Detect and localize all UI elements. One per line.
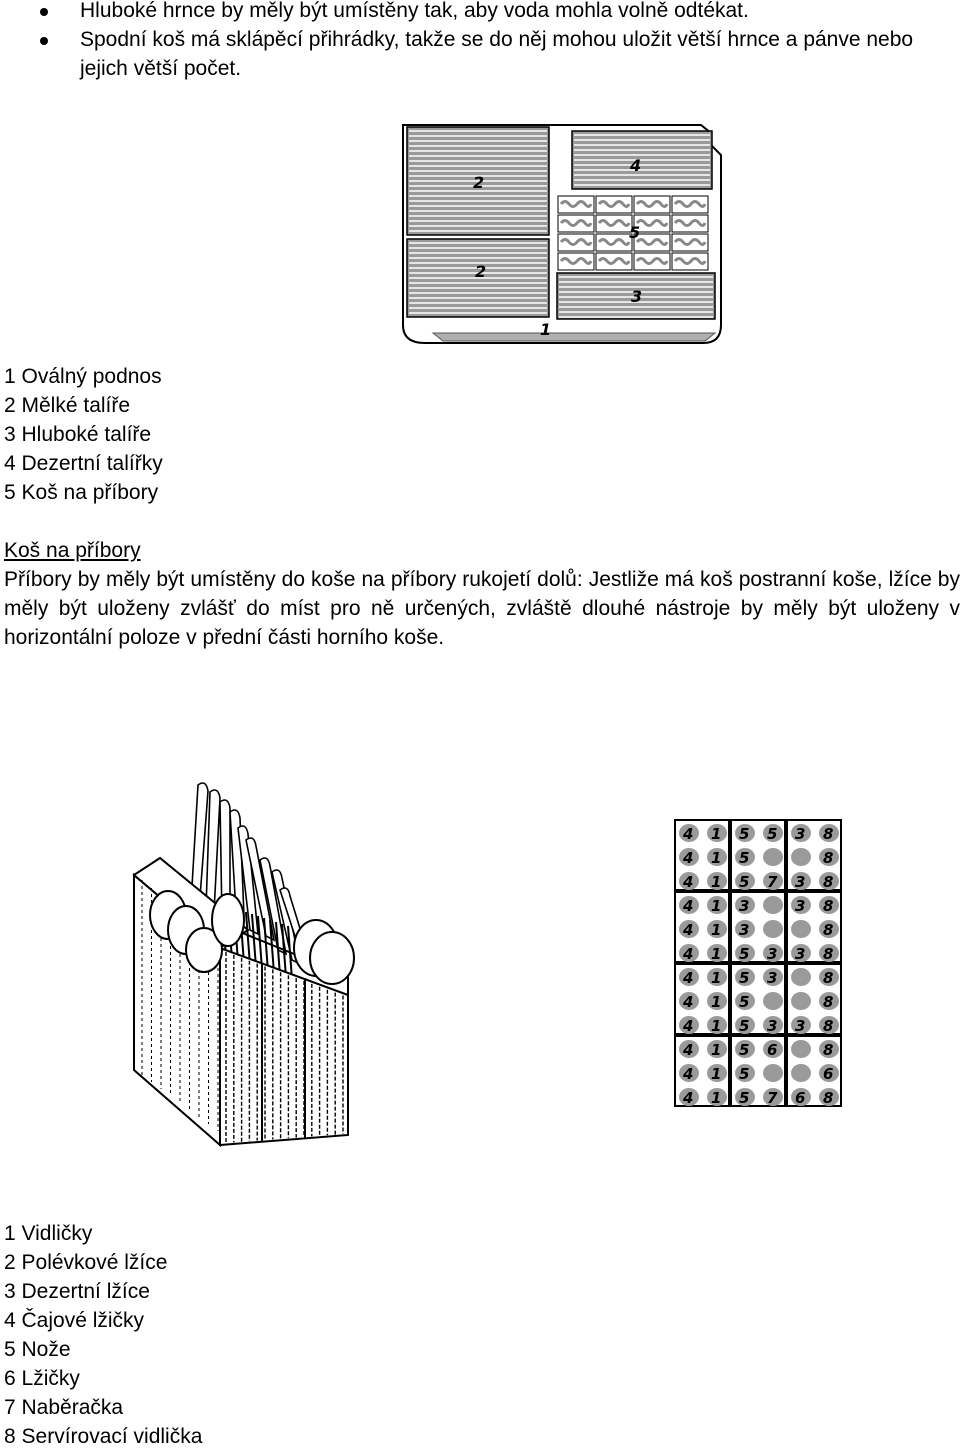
basket-label: 1 bbox=[540, 320, 552, 339]
slot-number: 8 bbox=[823, 1017, 834, 1035]
basket-label: 2 bbox=[473, 173, 485, 192]
cutlery-legend bbox=[4, 1219, 202, 1451]
slot-number: 1 bbox=[711, 945, 722, 963]
slot-number: 3 bbox=[795, 825, 806, 843]
slot-number: 1 bbox=[711, 873, 722, 891]
cutlery-slot bbox=[763, 896, 783, 914]
legend-item: 2 Polévkové lžíce bbox=[4, 1251, 168, 1274]
slot-number: 4 bbox=[683, 1017, 694, 1035]
slot-number: 1 bbox=[711, 825, 722, 843]
slot-number: 1 bbox=[711, 849, 722, 867]
slot-number: 4 bbox=[683, 825, 694, 843]
slot-number: 4 bbox=[683, 969, 694, 987]
cutlery-basket-illustration bbox=[120, 780, 365, 1150]
bullet-list bbox=[0, 0, 960, 83]
cutlery-slot bbox=[791, 992, 811, 1010]
legend-item: 2 Mělké talíře bbox=[4, 394, 131, 417]
basket-label: 2 bbox=[475, 262, 487, 281]
cutlery-slot bbox=[763, 1064, 783, 1082]
basket-label: 5 bbox=[629, 223, 641, 242]
spoon-bowl bbox=[310, 932, 354, 984]
slot-number: 8 bbox=[823, 993, 834, 1011]
slot-number: 8 bbox=[823, 1041, 834, 1059]
slot-number: 5 bbox=[767, 825, 778, 843]
cutlery-slot bbox=[791, 848, 811, 866]
bullet-item: Spodní koš má sklápěcí přihrádky, takže se do něj mohou uložit větší hrnce a pánve nebo jejich větší počet. bbox=[0, 25, 960, 83]
cutlery-slot bbox=[763, 992, 783, 1010]
legend-item: 8 Servírovací vidlička bbox=[4, 1425, 203, 1448]
slot-number: 3 bbox=[767, 969, 778, 987]
slot-number: 1 bbox=[711, 1089, 722, 1107]
basket-label: 3 bbox=[631, 287, 643, 306]
dish-legend bbox=[4, 362, 163, 507]
legend-item: 3 Hluboké talíře bbox=[4, 423, 152, 446]
cutlery-slot bbox=[763, 848, 783, 866]
slot-number: 1 bbox=[711, 921, 722, 939]
legend-item: 3 Dezertní lžíce bbox=[4, 1280, 150, 1303]
legend-item: 5 Koš na příbory bbox=[4, 481, 159, 504]
legend-item: 5 Nože bbox=[4, 1338, 71, 1361]
section-paragraph: Příbory by měly být umístěny do koše na příbory rukojetí dolů: Jestliže má koš postranní koše, lžíce by měly být uloženy zvlášť do míst pro ně určených, zvláště dlouhé nástroje by měly být uloženy v horizontální poloze v přední části horního koše. bbox=[4, 568, 960, 649]
bullet-item: Hluboké hrnce by měly být umístěny tak, aby voda mohla volně odtékat. bbox=[0, 0, 960, 25]
spoon-bowl bbox=[212, 894, 244, 946]
slot-number: 5 bbox=[739, 825, 750, 843]
slot-number: 4 bbox=[683, 1089, 694, 1107]
slot-number: 6 bbox=[767, 1041, 778, 1059]
slot-number: 8 bbox=[823, 969, 834, 987]
slot-number: 5 bbox=[739, 1065, 750, 1083]
legend-item: 7 Naběračka bbox=[4, 1396, 124, 1419]
slot-number: 6 bbox=[795, 1089, 806, 1107]
slot-number: 8 bbox=[823, 849, 834, 867]
cutlery-slot bbox=[791, 1064, 811, 1082]
slot-number: 1 bbox=[711, 897, 722, 915]
slot-number: 4 bbox=[683, 849, 694, 867]
slot-number: 3 bbox=[739, 897, 750, 915]
slot-number: 4 bbox=[683, 1065, 694, 1083]
slot-number: 8 bbox=[823, 921, 834, 939]
slot-number: 5 bbox=[739, 873, 750, 891]
legend-item: 6 Lžičky bbox=[4, 1367, 80, 1390]
legend-item: 4 Čajové lžičky bbox=[4, 1309, 145, 1332]
slot-number: 4 bbox=[683, 993, 694, 1011]
slot-number: 5 bbox=[739, 1089, 750, 1107]
slot-number: 1 bbox=[711, 993, 722, 1011]
slot-number: 1 bbox=[711, 1041, 722, 1059]
slot-number: 3 bbox=[795, 945, 806, 963]
plates-left bbox=[407, 127, 549, 317]
slot-number: 3 bbox=[795, 897, 806, 915]
basket-label: 4 bbox=[630, 156, 642, 175]
bullet-dot-icon bbox=[40, 37, 48, 45]
slot-number: 8 bbox=[823, 897, 834, 915]
slot-number: 4 bbox=[683, 945, 694, 963]
slot-number: 1 bbox=[711, 969, 722, 987]
slot-number: 5 bbox=[739, 849, 750, 867]
cutlery-slot bbox=[791, 968, 811, 986]
slot-number: 3 bbox=[795, 1017, 806, 1035]
slot-number: 6 bbox=[823, 1065, 834, 1083]
slot-number: 3 bbox=[795, 873, 806, 891]
slot-number: 3 bbox=[739, 921, 750, 939]
slot-number: 1 bbox=[711, 1065, 722, 1083]
slot-number: 8 bbox=[823, 825, 834, 843]
slot-number: 5 bbox=[739, 1041, 750, 1059]
slot-number: 7 bbox=[767, 1089, 778, 1107]
slot-number: 4 bbox=[683, 897, 694, 915]
slot-number: 4 bbox=[683, 873, 694, 891]
section-heading: Koš na příbory bbox=[4, 539, 141, 562]
slot-number: 5 bbox=[739, 945, 750, 963]
slot-number: 7 bbox=[767, 873, 778, 891]
cutlery-basket-section bbox=[4, 536, 960, 652]
cutlery-slot bbox=[791, 920, 811, 938]
dish-basket-diagram bbox=[385, 95, 735, 360]
slot-number: 5 bbox=[739, 993, 750, 1011]
slot-number: 5 bbox=[739, 1017, 750, 1035]
slot-number: 3 bbox=[767, 1017, 778, 1035]
slot-number: 8 bbox=[823, 873, 834, 891]
slot-number: 4 bbox=[683, 1041, 694, 1059]
slot-number: 1 bbox=[711, 1017, 722, 1035]
cutlery-grid-diagram bbox=[673, 818, 845, 1114]
legend-item: 4 Dezertní talířky bbox=[4, 452, 163, 475]
slot-number: 8 bbox=[823, 945, 834, 963]
slot-number: 8 bbox=[823, 1089, 834, 1107]
slot-number: 4 bbox=[683, 921, 694, 939]
cutlery-slot bbox=[791, 1040, 811, 1058]
legend-item: 1 Oválný podnos bbox=[4, 365, 162, 388]
bullet-dot-icon bbox=[40, 8, 48, 16]
slot-number: 3 bbox=[767, 945, 778, 963]
blade-handle bbox=[206, 790, 220, 912]
slot-number: 5 bbox=[739, 969, 750, 987]
legend-item: 1 Vidličky bbox=[4, 1222, 93, 1245]
cutlery-slot bbox=[763, 920, 783, 938]
